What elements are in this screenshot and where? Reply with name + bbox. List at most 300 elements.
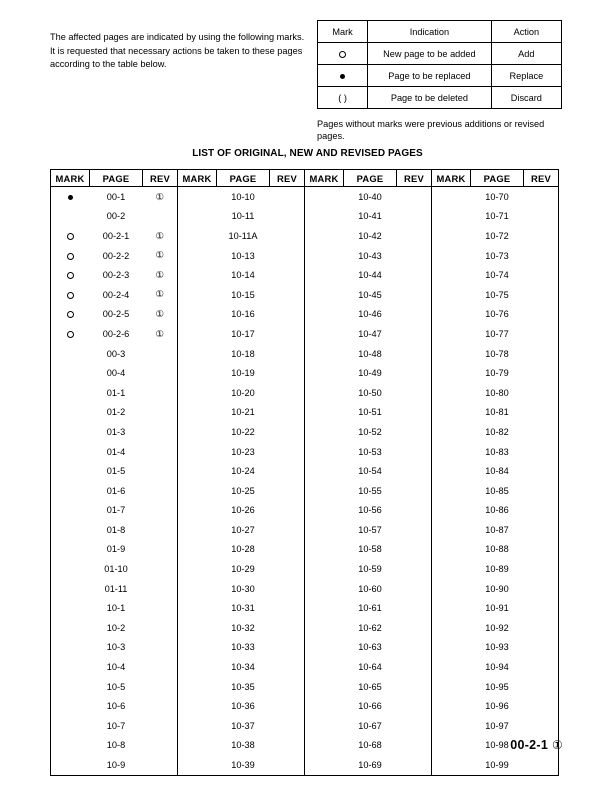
- table-row: [51, 559, 559, 579]
- page-mark-empty: [305, 383, 344, 403]
- page-mark-empty: [178, 677, 217, 697]
- page-number-cell: 10-65: [358, 681, 382, 692]
- table-row: [51, 305, 559, 325]
- rev-mark-icon: ①: [155, 328, 165, 340]
- pages-table-header: [51, 170, 559, 187]
- page-mark-empty: [51, 383, 90, 403]
- page-mark-empty: [432, 305, 471, 325]
- page-mark-empty: [305, 461, 344, 481]
- pages-table-header-rev-4: REV: [524, 170, 559, 187]
- page-mark-empty: [178, 716, 217, 736]
- page-mark-empty: [432, 755, 471, 775]
- rev-cell-empty: [270, 187, 305, 207]
- rev-cell-empty: [397, 285, 432, 305]
- open-circle-icon: [51, 246, 90, 266]
- rev-mark-icon: ①: [155, 250, 165, 262]
- rev-cell-empty: [143, 481, 178, 501]
- page-mark-empty: [432, 285, 471, 305]
- page-mark-empty: [305, 755, 344, 775]
- page-number-cell: 10-96: [485, 701, 509, 712]
- rev-cell-empty: [270, 207, 305, 227]
- page-mark-empty: [51, 442, 90, 462]
- pages-table: [50, 169, 559, 776]
- rev-mark-icon: ①: [155, 289, 165, 301]
- page-mark-empty: [305, 677, 344, 697]
- rev-cell-empty: [524, 677, 559, 697]
- page-number-cell: 10-11: [231, 211, 255, 222]
- rev-cell-empty: [270, 403, 305, 423]
- page-mark-empty: [432, 716, 471, 736]
- page-number-cell: 10-17: [231, 328, 255, 339]
- page-number-cell: 10-81: [485, 407, 509, 418]
- rev-cell-empty: [143, 755, 178, 775]
- page-mark-empty: [432, 383, 471, 403]
- pages-table-header-mark-1: MARK: [51, 170, 90, 187]
- marks-legend-indication: New page to be added: [368, 43, 492, 65]
- page-mark-empty: [305, 520, 344, 540]
- rev-cell-empty: [524, 344, 559, 364]
- page-number-cell: 10-53: [358, 446, 382, 457]
- rev-cell-empty: [397, 579, 432, 599]
- page-number-cell: 10-16: [231, 309, 255, 320]
- page-mark-empty: [432, 461, 471, 481]
- page-number-cell: 10-43: [358, 250, 382, 261]
- page-mark-empty: [178, 696, 217, 716]
- rev-cell-empty: [397, 716, 432, 736]
- page-mark-empty: [178, 265, 217, 285]
- page-number-cell: 10-29: [231, 564, 255, 575]
- page-number-cell: 10-56: [358, 505, 382, 516]
- page-number-cell: 10-18: [231, 348, 255, 359]
- table-row: [51, 363, 559, 383]
- pages-table-header-page-2: PAGE: [217, 170, 270, 187]
- page-number-cell: 10-80: [485, 387, 509, 398]
- rev-cell-empty: [143, 383, 178, 403]
- page-mark-empty: [432, 520, 471, 540]
- page-number-cell: 10-34: [231, 662, 255, 673]
- page-mark-empty: [305, 207, 344, 227]
- table-row: [51, 736, 559, 756]
- marks-legend-action: Replace: [491, 65, 561, 87]
- rev-cell-empty: [270, 618, 305, 638]
- page-mark-empty: [51, 501, 90, 521]
- page-number-cell: 01-5: [106, 466, 126, 477]
- page-number-cell: 10-75: [485, 289, 509, 300]
- rev-cell-empty: [143, 696, 178, 716]
- page-number-cell: 10-88: [485, 544, 509, 555]
- page-number-cell: 10-2: [106, 622, 126, 633]
- page-number-cell: 10-61: [358, 603, 382, 614]
- page-mark-empty: [178, 324, 217, 344]
- table-row: [51, 461, 559, 481]
- filled-circle-icon: [51, 187, 90, 207]
- page-mark-empty: [178, 285, 217, 305]
- page-number-cell: 01-9: [106, 544, 126, 555]
- page-number-cell: 10-52: [358, 426, 382, 437]
- table-row: [51, 383, 559, 403]
- page-number-cell: 00-2-3: [102, 270, 130, 281]
- page-number-cell: 10-3: [106, 642, 126, 653]
- footer-page-number: [510, 738, 563, 752]
- rev-mark-icon: ①: [155, 191, 165, 203]
- rev-cell-empty: [143, 403, 178, 423]
- table-row: [51, 657, 559, 677]
- page-mark-empty: [305, 481, 344, 501]
- rev-cell-empty: [524, 422, 559, 442]
- table-row: [51, 501, 559, 521]
- rev-cell-empty: [524, 442, 559, 462]
- page-number-cell: 10-8: [106, 740, 126, 751]
- page-number-cell: 00-2-6: [102, 328, 130, 339]
- page-number-cell: 01-4: [106, 446, 126, 457]
- page-mark-empty: [178, 344, 217, 364]
- page-mark-empty: [305, 638, 344, 658]
- page-mark-empty: [51, 618, 90, 638]
- page-mark-empty: [178, 187, 217, 207]
- page-mark-empty: [178, 442, 217, 462]
- page-mark-empty: [178, 226, 217, 246]
- page-number-cell: 10-21: [231, 407, 255, 418]
- rev-cell-empty: [397, 657, 432, 677]
- page-number-cell: 10-55: [358, 485, 382, 496]
- pages-table-header-rev-1: REV: [143, 170, 178, 187]
- page-number-cell: 10-89: [485, 564, 509, 575]
- page-number-cell: 10-85: [485, 485, 509, 496]
- rev-cell-empty: [270, 344, 305, 364]
- page-number-cell: 10-42: [358, 230, 382, 241]
- page-number-cell: 10-84: [485, 466, 509, 477]
- rev-cell-empty: [524, 501, 559, 521]
- page-number-cell: 10-57: [358, 524, 382, 535]
- rev-cell-empty: [524, 363, 559, 383]
- pages-table-container: [50, 169, 551, 776]
- rev-cell-empty: [397, 324, 432, 344]
- page-mark-empty: [51, 540, 90, 560]
- table-row: [51, 246, 559, 266]
- page-mark-empty: [51, 638, 90, 658]
- page-number-cell: 10-48: [358, 348, 382, 359]
- page-number-cell: 01-2: [106, 407, 126, 418]
- rev-cell-empty: [397, 540, 432, 560]
- page-number-cell: 01-11: [104, 583, 128, 594]
- page-number-cell: 10-83: [485, 446, 509, 457]
- page-number-cell: 10-58: [358, 544, 382, 555]
- page-number-cell: 10-59: [358, 564, 382, 575]
- table-row: [51, 520, 559, 540]
- page-number-cell: 10-71: [485, 211, 509, 222]
- table-row: [51, 481, 559, 501]
- rev-cell-empty: [397, 305, 432, 325]
- page-number-cell: 00-2-2: [102, 250, 130, 261]
- marks-legend-indication: Page to be replaced: [368, 65, 492, 87]
- page-number-cell: 10-9: [90, 755, 143, 775]
- marks-legend-header-mark: Mark: [318, 21, 368, 43]
- rev-cell-empty: [524, 403, 559, 423]
- rev-mark-icon: ①: [155, 309, 165, 321]
- page-mark-empty: [178, 246, 217, 266]
- table-row: [51, 403, 559, 423]
- rev-cell-empty: [524, 618, 559, 638]
- page-number-cell: 10-64: [358, 662, 382, 673]
- rev-cell-empty: [524, 638, 559, 658]
- page-mark-empty: [432, 265, 471, 285]
- page-mark-empty: [178, 540, 217, 560]
- page-number-cell: 00-2-4: [102, 289, 130, 300]
- page-number-cell: 10-49: [358, 368, 382, 379]
- page-number-cell: 10-73: [485, 250, 509, 261]
- table-row: [51, 677, 559, 697]
- page-mark-empty: [432, 422, 471, 442]
- rev-cell-empty: [397, 403, 432, 423]
- table-row: [51, 618, 559, 638]
- page-number-cell: 10-27: [231, 524, 255, 535]
- page-mark-empty: [432, 618, 471, 638]
- rev-cell-empty: [143, 442, 178, 462]
- rev-cell-empty: [397, 755, 432, 775]
- page-number-cell: 10-40: [358, 191, 382, 202]
- page-mark-empty: [178, 422, 217, 442]
- rev-cell-empty: [143, 461, 178, 481]
- rev-cell-empty: [270, 305, 305, 325]
- page-mark-empty: [51, 696, 90, 716]
- table-row: [51, 442, 559, 462]
- page-mark-empty: [432, 736, 471, 756]
- rev-cell-empty: [143, 344, 178, 364]
- rev-cell-empty: [397, 696, 432, 716]
- rev-cell-empty: [270, 638, 305, 658]
- rev-cell-empty: [270, 226, 305, 246]
- table-row: [51, 226, 559, 246]
- rev-cell-empty: [524, 559, 559, 579]
- rev-cell-empty: [270, 716, 305, 736]
- rev-cell-empty: [397, 187, 432, 207]
- rev-cell-empty: [524, 755, 559, 775]
- page-mark-empty: [432, 598, 471, 618]
- rev-cell-empty: [397, 481, 432, 501]
- page-number-cell: 10-11A: [228, 230, 258, 241]
- footer-page-label: 00-2-1: [510, 738, 549, 752]
- page-number-cell: 10-94: [485, 662, 509, 673]
- page-mark-empty: [178, 383, 217, 403]
- page-mark-empty: [178, 207, 217, 227]
- page-number-cell: 10-77: [485, 328, 509, 339]
- page-mark-empty: [432, 579, 471, 599]
- page-mark-empty: [51, 481, 90, 501]
- rev-cell-empty: [270, 285, 305, 305]
- page-mark-empty: [305, 598, 344, 618]
- table-row: [51, 598, 559, 618]
- page-number-cell: 10-99: [471, 755, 524, 775]
- table-row: [51, 344, 559, 364]
- page-number-cell: 10-74: [485, 270, 509, 281]
- rev-cell-empty: [143, 657, 178, 677]
- rev-cell-empty: [397, 598, 432, 618]
- page-mark-empty: [432, 324, 471, 344]
- page-mark-empty: [51, 579, 90, 599]
- page-number-cell: 10-95: [485, 681, 509, 692]
- table-row: [51, 579, 559, 599]
- page-mark-empty: [305, 422, 344, 442]
- rev-cell-empty: [143, 207, 178, 227]
- page-number-cell: 00-3: [106, 348, 126, 359]
- rev-cell-empty: [143, 501, 178, 521]
- page-mark-empty: [51, 559, 90, 579]
- page-number-cell: 10-78: [485, 348, 509, 359]
- page-number-cell: 10-87: [485, 524, 509, 535]
- rev-cell-empty: [524, 481, 559, 501]
- page-mark-empty: [432, 246, 471, 266]
- rev-cell-empty: [270, 755, 305, 775]
- rev-cell-empty: [270, 363, 305, 383]
- filled-circle-icon: [318, 65, 368, 87]
- page-mark-empty: [432, 344, 471, 364]
- page-mark-empty: [305, 736, 344, 756]
- table-row: [51, 324, 559, 344]
- page-mark-empty: [305, 501, 344, 521]
- page-number-cell: 10-67: [358, 720, 382, 731]
- rev-cell-empty: [270, 481, 305, 501]
- page-number-cell: 10-26: [231, 505, 255, 516]
- page-mark-empty: [432, 677, 471, 697]
- page-mark-empty: [432, 540, 471, 560]
- page-number-cell: 10-68: [358, 740, 382, 751]
- page-number-cell: 10-62: [358, 622, 382, 633]
- page-mark-empty: [178, 501, 217, 521]
- rev-cell-empty: [270, 657, 305, 677]
- rev-cell-empty: [270, 324, 305, 344]
- page-number-cell: 10-76: [485, 309, 509, 320]
- page-number-cell: 10-41: [358, 211, 382, 222]
- rev-cell-empty: [397, 618, 432, 638]
- page-mark-empty: [51, 422, 90, 442]
- open-circle-icon: [51, 324, 90, 344]
- page-mark-empty: [432, 207, 471, 227]
- page-mark-empty: [178, 736, 217, 756]
- rev-cell-empty: [270, 246, 305, 266]
- page-mark-empty: [432, 481, 471, 501]
- rev-cell-empty: [524, 540, 559, 560]
- rev-cell-empty: [270, 422, 305, 442]
- page-number-cell: 10-14: [231, 270, 255, 281]
- page-number-cell: 10-50: [358, 387, 382, 398]
- rev-cell-empty: [270, 696, 305, 716]
- rev-cell-empty: [143, 638, 178, 658]
- page-number-cell: 10-72: [485, 230, 509, 241]
- page-number-cell: 10-38: [231, 740, 255, 751]
- rev-cell-empty: [270, 383, 305, 403]
- page-mark-empty: [305, 618, 344, 638]
- rev-cell-empty: [524, 226, 559, 246]
- table-row: [51, 265, 559, 285]
- page-number-cell: 10-44: [358, 270, 382, 281]
- page-number-cell: 10-79: [485, 368, 509, 379]
- page-mark-empty: [305, 363, 344, 383]
- rev-cell-empty: [270, 461, 305, 481]
- page-mark-empty: [51, 363, 90, 383]
- page-mark-empty: [305, 285, 344, 305]
- page-number-cell: 10-35: [231, 681, 255, 692]
- marks-legend-indication: Page to be deleted: [368, 87, 492, 109]
- pages-table-header-mark-2: MARK: [178, 170, 217, 187]
- rev-cell-empty: [524, 207, 559, 227]
- page-number-cell: 10-32: [231, 622, 255, 633]
- marks-legend-action: Discard: [491, 87, 561, 109]
- rev-cell-empty: [524, 324, 559, 344]
- page-number-cell: 10-19: [231, 368, 255, 379]
- marks-legend-row: [318, 87, 562, 109]
- open-circle-icon: [51, 285, 90, 305]
- page-mark-empty: [51, 736, 90, 756]
- page-mark-empty: [51, 716, 90, 736]
- pages-table-header-mark-4: MARK: [432, 170, 471, 187]
- page-mark-empty: [305, 246, 344, 266]
- page-number-cell: 10-28: [231, 544, 255, 555]
- rev-cell-empty: [397, 520, 432, 540]
- rev-cell-empty: [143, 422, 178, 442]
- page-number-cell: 01-7: [106, 505, 126, 516]
- page-number-cell: 01-3: [106, 426, 126, 437]
- page-mark-empty: [51, 677, 90, 697]
- page-mark-empty: [305, 265, 344, 285]
- rev-cell-empty: [143, 598, 178, 618]
- pages-table-header-rev-2: REV: [270, 170, 305, 187]
- rev-cell-empty: [143, 736, 178, 756]
- page-mark-empty: [178, 638, 217, 658]
- table-row: [51, 285, 559, 305]
- page-number-cell: 00-4: [106, 368, 126, 379]
- rev-cell-empty: [143, 579, 178, 599]
- rev-cell-empty: [524, 696, 559, 716]
- page-mark-empty: [432, 696, 471, 716]
- rev-cell-empty: [270, 559, 305, 579]
- page-number-cell: 10-70: [485, 191, 509, 202]
- table-row: [51, 187, 559, 207]
- pages-table-header-page-3: PAGE: [344, 170, 397, 187]
- pages-table-header-mark-3: MARK: [305, 170, 344, 187]
- rev-cell-empty: [397, 207, 432, 227]
- page-mark-empty: [178, 618, 217, 638]
- marks-legend-body: [318, 43, 562, 109]
- page-number-cell: 10-45: [358, 289, 382, 300]
- page-number-cell: 10-30: [231, 583, 255, 594]
- page-number-cell: 10-33: [231, 642, 255, 653]
- page-mark-empty: [51, 344, 90, 364]
- table-row: [51, 696, 559, 716]
- rev-cell-empty: [524, 579, 559, 599]
- marks-legend-header-action: Action: [491, 21, 561, 43]
- rev-cell-empty: [524, 265, 559, 285]
- page-mark-empty: [432, 187, 471, 207]
- pages-table-header-row: [51, 170, 559, 187]
- marks-legend-row: [318, 43, 562, 65]
- page-number-cell: 10-7: [106, 720, 126, 731]
- rev-cell-empty: [270, 442, 305, 462]
- page-mark-empty: [51, 207, 90, 227]
- page-number-cell: 10-51: [358, 407, 382, 418]
- page-number-cell: 10-98: [485, 740, 509, 751]
- page-mark-empty: [305, 226, 344, 246]
- page-mark-empty: [432, 442, 471, 462]
- rev-cell-empty: [397, 226, 432, 246]
- rev-cell-empty: [270, 265, 305, 285]
- pages-table-header-page-4: PAGE: [471, 170, 524, 187]
- page-number-cell: 10-5: [106, 681, 126, 692]
- rev-cell-empty: [397, 344, 432, 364]
- table-row: [51, 207, 559, 227]
- page-number-cell: 10-92: [485, 622, 509, 633]
- rev-cell-empty: [397, 736, 432, 756]
- rev-cell-empty: [524, 187, 559, 207]
